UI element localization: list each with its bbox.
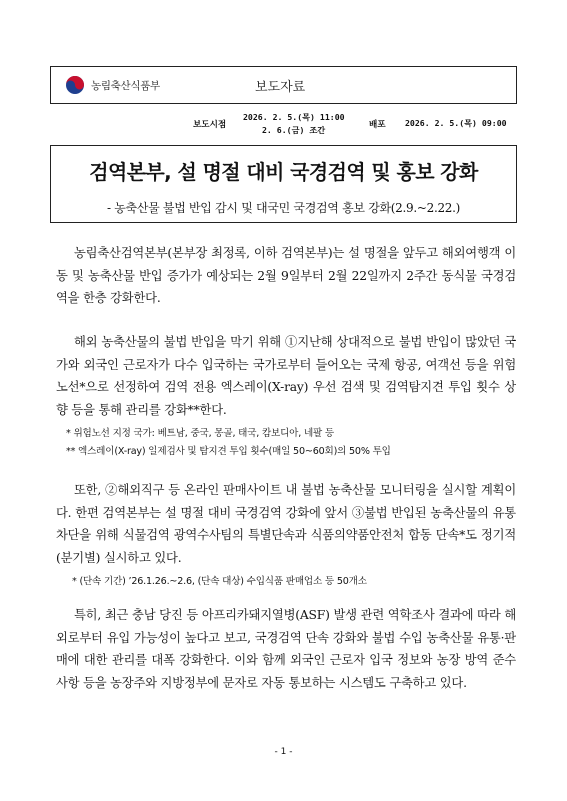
page-title: 검역본부, 설 명절 대비 국경검역 및 홍보 강화 (89, 160, 478, 184)
footnote-crackdown: * (단속 기간) ’26.1.26.~2.6, (단속 대상) 수입식품 판매업소 등 50개소 (72, 576, 367, 587)
paragraph-1 (56, 242, 516, 310)
page-subtitle: - 농축산물 불법 반입 감시 및 대국민 국경검역 홍보 강화(2.9.~2.22.) (106, 201, 461, 215)
release-time-line1: 2026. 2. 5.(목) 11:00 (243, 112, 345, 122)
title-box (50, 145, 517, 223)
distribution-label: 배포 (369, 120, 386, 130)
header-bar (50, 66, 517, 104)
release-time-label: 보도시점 (193, 120, 227, 130)
page-number: - 1 - (274, 747, 293, 757)
paragraph-4 (56, 604, 516, 694)
org-name: 농림축산식품부 (91, 79, 160, 92)
ministry-logo (51, 75, 255, 95)
paragraph-2 (56, 331, 516, 421)
paragraph-4-text: 특히, 최근 충남 당진 등 아프리카돼지열병(ASF) 발생 관련 역학조사 결과에 따라 해외로부터 유입 가능성이 높다고 보고, 국경검역 단속 강화와 불법 수입 농축산물 유통·판매에 대한 관리를 대폭 강화한다. 이와 함께 외국인 근로자 입국 정보와 농장 방역 준수 사항 등을 농장주와 지방정부에 문자로 자동 통보하는 시스템도 구축하고 있다. (56, 608, 516, 690)
distribution-time: 2026. 2. 5.(목) 09:00 (405, 118, 507, 128)
release-info (0, 112, 567, 142)
taegeuk-logo-icon (65, 75, 85, 95)
footnote-risk-routes: * 위험노선 지정 국가: 베트남, 중국, 몽골, 태국, 캄보디아, 네팔 등 (66, 428, 334, 439)
release-time-line2: 2. 6.(금) 조간 (262, 125, 326, 135)
paragraph-3 (56, 479, 516, 569)
paragraph-1-text: 농림축산검역본부(본부장 최정록, 이하 검역본부)는 설 명절을 앞두고 해외여행객 이동 및 농축산물 반입 증가가 예상되는 2월 9일부터 2월 22일까지 2주간 동식물 국경검역을 한층 강화한다. (56, 246, 516, 305)
doc-type-label: 보도자료 (255, 79, 306, 95)
paragraph-3-text: 또한, ②해외직구 등 온라인 판매사이트 내 불법 농축산물 모니터링을 실시할 계획이다. 한편 검역본부는 설 명절 대비 국경검역 강화에 앞서 ③불법 반입된 농축산물의 유통 차단을 위해 식물검역 광역수사팀의 특별단속과 식품의약품안전처 합동 단속*도 정기적(분기별) 실시하고 있다. (56, 483, 516, 565)
paragraph-2-text: 해외 농축산물의 불법 반입을 막기 위해 ①지난해 상대적으로 불법 반입이 많았던 국가와 외국인 근로자가 다수 입국하는 국가로부터 들어오는 국제 항공, 여객선 등을 위험노선*으로 선정하여 검역 전용 엑스레이(X-ray) 우선 검색 및 검역탐지견 투입 횟수 상향 등을 통해 관리를 강화**한다. (56, 335, 516, 417)
footnote-xray: ** 엑스레이(X-ray) 일제검사 및 탐지견 투입 횟수(매일 50~60회)의 50% 투입 (66, 446, 391, 457)
